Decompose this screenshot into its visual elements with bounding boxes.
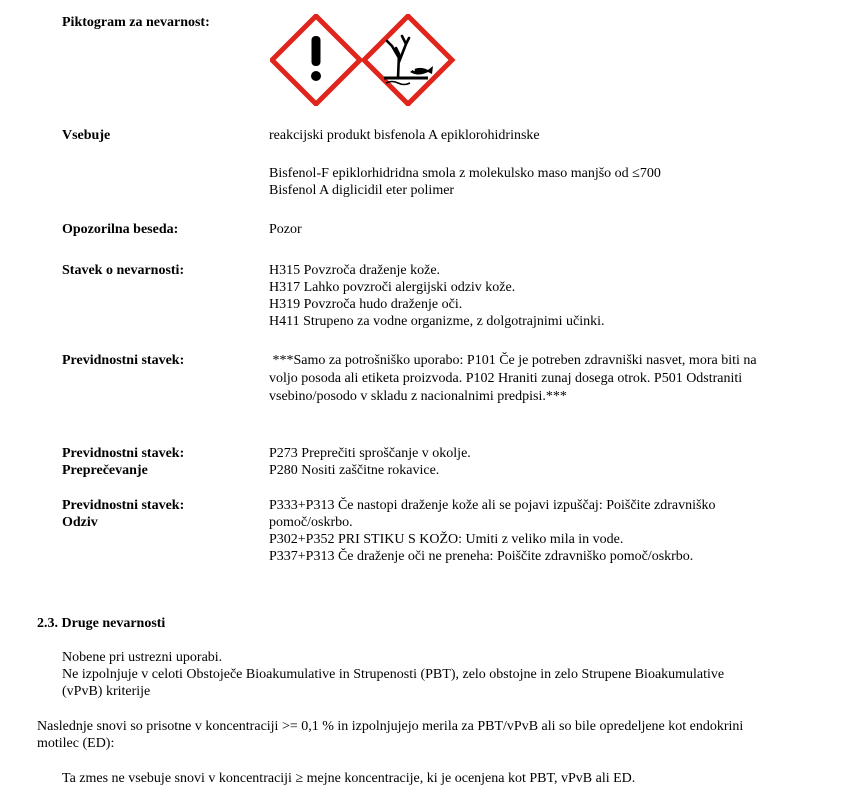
response-line: P302+P352 PRI STIKU S KOŽO: Umiti z veliko mila in vode. [269, 532, 624, 547]
section-heading: 2.3. Druge nevarnosti [37, 616, 166, 631]
pictogram-label: Piktogram za nevarnost: [62, 15, 210, 30]
contains-item-3: Bisfenol A diglicidil eter polimer [269, 183, 455, 198]
precaution-line: ***Samo za potrošniško uporabo: P101 Če je potreben zdravniški nasvet, mora biti na [269, 353, 757, 368]
environment-hazard-pictogram-icon [364, 16, 452, 104]
response-line: pomoč/oskrbo. [269, 515, 353, 530]
response-line: P337+P313 Če draženje oči ne preneha: Poiščite zdravniško pomoč/oskrbo. [269, 549, 694, 564]
hazard-line: H317 Lahko povzroči alergijski odziv kože. [269, 280, 516, 295]
response-label: Previdnostni stavek: [62, 498, 185, 513]
prevention-label: Previdnostni stavek: [62, 446, 185, 461]
section-final: Ta zmes ne vsebuje snovi v koncentraciji ≥ mejne koncentracije, ki je ocenjena kot PBT, vPvB ali ED. [62, 771, 636, 786]
precaution-line: voljo posoda ali etiketa proizvoda. P102 Hraniti zunaj dosega otrok. P501 Odstraniti [269, 371, 743, 386]
prevention-line: P273 Preprečiti sproščanje v okolje. [269, 446, 471, 461]
section-line: Nobene pri ustrezni uporabi. [62, 650, 223, 665]
hazard-statement-label: Stavek o nevarnosti: [62, 263, 185, 278]
response-line: P333+P313 Če nastopi draženje kože ali se pojavi izpuščaj: Poiščite zdravniško [269, 498, 716, 513]
section-paragraph: Naslednje snovi so prisotne v koncentraciji >= 0,1 % in izpolnjujejo merila za PBT/vPvB ali so bile opredeljene kot endokrini [37, 719, 744, 734]
pictogram-svg [270, 14, 460, 106]
contains-item-2: Bisfenol-F epiklorhidridna smola z molekulsko maso manjšo od ≤700 [269, 166, 661, 181]
section-line: (vPvB) kriterije [62, 684, 151, 699]
signal-word-label: Opozorilna beseda: [62, 222, 179, 237]
prevention-line: P280 Nositi zaščitne rokavice. [269, 463, 440, 478]
hazard-line: H319 Povzroča hudo draženje oči. [269, 297, 463, 312]
hazard-line: H315 Povzroča draženje kože. [269, 263, 441, 278]
hazard-pictograms [270, 14, 460, 106]
contains-item-1: reakcijski produkt bisfenola A epiklorohidrinske [269, 128, 540, 143]
section-line: Ne izpolnjuje v celoti Obstoječe Bioakumulative in Strupenosti (PBT), zelo obstojne in zelo Strupene Bioakumulative [62, 667, 725, 682]
section-paragraph: motilec (ED): [37, 736, 115, 751]
prevention-sublabel: Preprečevanje [62, 463, 148, 478]
contains-label: Vsebuje [62, 128, 111, 143]
precaution-line: vsebino/posodo v skladu z nacionalnimi predpisi.*** [269, 389, 567, 404]
signal-word-value: Pozor [269, 222, 302, 237]
precautionary-statement-label: Previdnostni stavek: [62, 353, 185, 368]
hazard-line: H411 Strupeno za vodne organizme, z dolgotrajnimi učinki. [269, 314, 605, 329]
exclamation-mark-pictogram-icon [272, 16, 360, 104]
response-sublabel: Odziv [62, 515, 98, 530]
